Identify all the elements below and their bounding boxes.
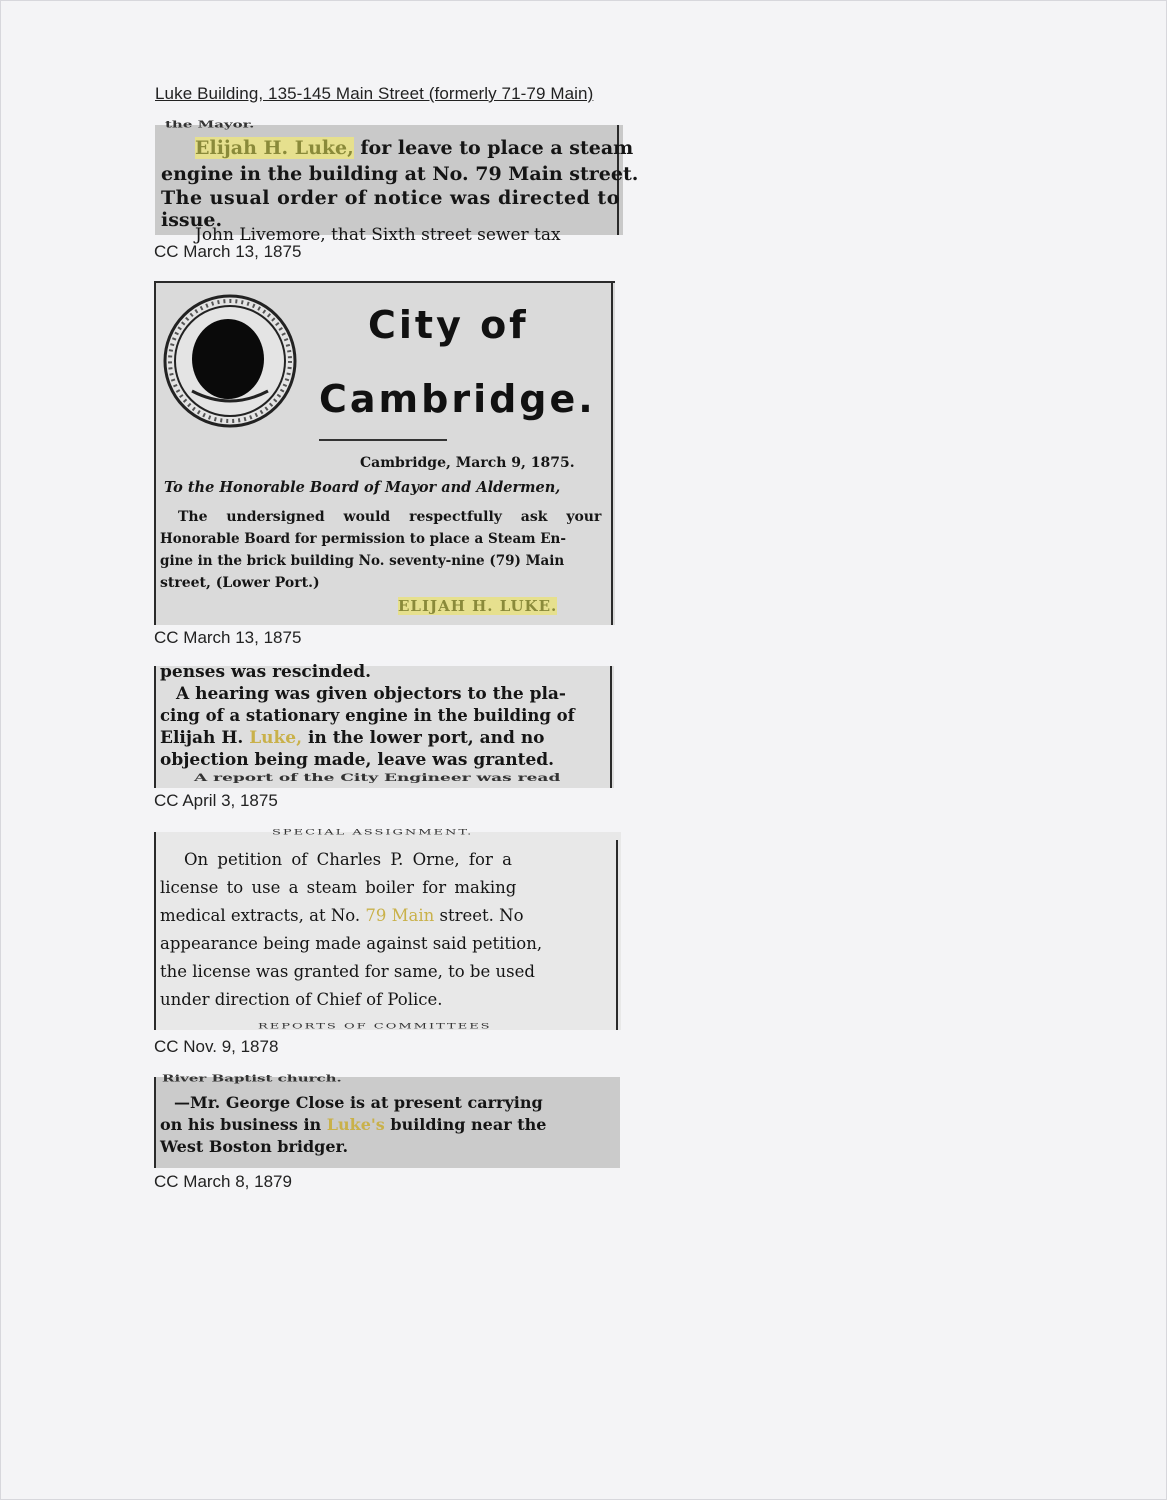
letter-line: The undersigned would respectfully ask your	[178, 509, 602, 525]
heading-cambridge: Cambridge.	[319, 377, 596, 421]
clipping-4	[154, 828, 621, 1031]
clipping-line: objection being made, leave was granted.	[160, 750, 555, 770]
clipping-cut-line: John Livemore, that Sixth street sewer tax	[195, 225, 561, 245]
clipping-line: on his business in Luke's building near the	[160, 1115, 547, 1134]
top-rule	[154, 281, 615, 283]
clipping-line: On petition of Charles P. Orne, for a	[184, 850, 512, 869]
clipping-line: The usual order of notice was directed to	[161, 187, 620, 209]
clipping-3	[154, 662, 614, 788]
clipping-cut-line: A report of the City Engineer was read	[194, 772, 561, 784]
column-rule	[154, 832, 156, 1030]
clipping-line: license to use a steam boiler for making	[160, 878, 517, 897]
page-title: Luke Building, 135-145 Main Street (formerly 71-79 Main)	[155, 84, 594, 103]
clipping-line: Elijah H. Luke, in the lower port, and no	[160, 728, 545, 748]
clipping-line: Elijah H. Luke, for leave to place a steam	[195, 137, 634, 159]
column-rule	[610, 666, 612, 788]
clipping-line: West Boston bridger.	[160, 1137, 349, 1156]
column-rule	[154, 1077, 156, 1168]
letter-line: gine in the brick building No. seventy-nine (79) Main	[160, 553, 565, 569]
highlighted-name: Luke's	[326, 1115, 385, 1134]
clipping-line: A hearing was given objectors to the pla-	[176, 684, 566, 704]
letter-line: street, (Lower Port.)	[160, 575, 320, 591]
divider	[319, 439, 447, 441]
dateline: Cambridge, March 9, 1875.	[360, 455, 575, 471]
clipping-line: engine in the building at No. 79 Main street.	[161, 163, 639, 185]
highlighted-address: 79 Main	[365, 906, 435, 925]
city-seal-icon	[162, 293, 298, 429]
clipping-line: cing of a stationary engine in the building of	[160, 706, 575, 725]
clipping-cut-line: SPECIAL ASSIGNMENT.	[272, 828, 474, 837]
signature: ELIJAH H. LUKE.	[398, 597, 558, 615]
clipping-line: issue.	[161, 209, 223, 231]
clipping-caption: CC March 13, 1875	[154, 628, 302, 647]
column-rule	[611, 281, 613, 625]
clipping-caption: CC March 13, 1875	[154, 242, 302, 261]
clipping-line: appearance being made against said petition,	[160, 934, 543, 953]
address-line: To the Honorable Board of Mayor and Aldermen,	[164, 479, 561, 496]
clipping-2	[154, 281, 615, 625]
letter-line: Honorable Board for permission to place a Steam En-	[160, 531, 566, 547]
clipping-1	[155, 119, 639, 245]
clipping-cut-line: the Mayor.	[165, 119, 255, 130]
clipping-caption: CC March 8, 1879	[154, 1172, 292, 1191]
clipping-line: —Mr. George Close is at present carrying	[174, 1093, 543, 1112]
heading-city-of: City of	[368, 303, 529, 347]
highlighted-name: Elijah H. Luke,	[195, 137, 354, 159]
clipping-caption: CC Nov. 9, 1878	[154, 1037, 279, 1056]
column-rule	[154, 281, 156, 625]
column-rule	[154, 666, 156, 788]
clipping-line: medical extracts, at No. 79 Main street. No	[160, 906, 524, 925]
clipping-5	[154, 1073, 620, 1168]
clipping-cut-line: REPORTS OF COMMITTEES	[258, 1022, 492, 1031]
clipping-caption: CC April 3, 1875	[154, 791, 278, 810]
clipping-cut-line: penses was rescinded.	[160, 662, 372, 682]
highlighted-name: Luke,	[249, 728, 303, 748]
clipping-cut-line: River Baptist church.	[162, 1073, 342, 1084]
clipping-line: under direction of Chief of Police.	[160, 990, 443, 1009]
column-rule	[616, 840, 618, 1030]
clipping-line: the license was granted for same, to be used	[160, 962, 535, 981]
